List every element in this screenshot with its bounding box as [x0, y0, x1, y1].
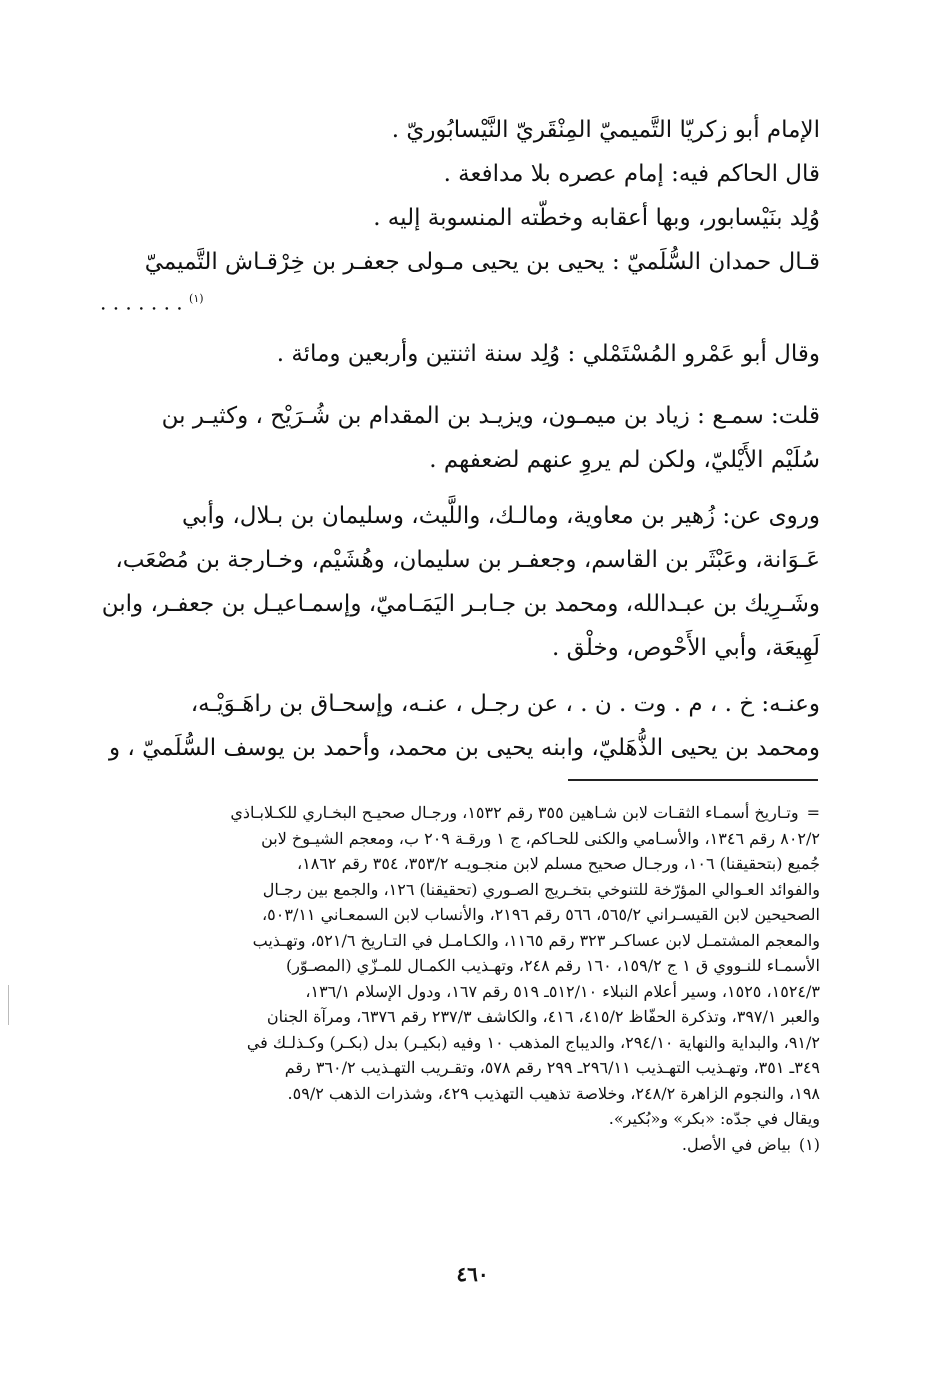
- main-line: لَهِيعَة، وأبي الأَحْوص، وخلْق .: [552, 635, 820, 661]
- scan-edge-mark: [8, 985, 9, 1025]
- ellipsis-dots: . . . . . . .: [100, 290, 183, 314]
- main-line: وُلِد بنَيْسابور، وبها أعقابه وخطّته المنسوبة إليه .: [373, 205, 820, 231]
- footnote-line: ٩١/٢، والبداية والنهاية ٢٩٤/١٠، والديباج المذهب ١٠ وفيه (بكيـر) بدل (بكـر) وكـذلـك في: [246, 1032, 820, 1052]
- footnote-text: بياض في الأصل.: [681, 1134, 791, 1154]
- footnote-ref: (١): [189, 292, 204, 305]
- footnote-line-text: وتـاريخ أسمـاء الثقـات لابن شـاهين ٣٥٥ رقم ١٥٣٢، ورجـال صحيـح البخـاري للكـلابـاذي: [230, 803, 799, 822]
- footnote-line: ٨٠٢/٢ رقم ١٣٤٦، والأسـامي والكنى للحـاكم، ج ١ ورقـة ٢٠٩ ب، ومعجم الشيـوخ لابن: [261, 828, 820, 848]
- footnote-line: جُميع (بتحقيقنا) ١٠٦، ورجـال صحيح مسلم لابن منجـويـه ٣٥٣/٢، ٣٥٤ رقم ١٨٦٢،: [296, 854, 820, 873]
- main-line: قال الحاكم فيه: إمام عصره بلا مدافعة .: [443, 161, 820, 187]
- continuation-mark: =: [806, 803, 820, 822]
- footnote-line: [98, 800, 820, 826]
- page-number: ٤٦٠: [456, 1262, 489, 1286]
- footnote-line: والعبر ٣٩٧/١، وتذكرة الحفّاظ ٤١٥/٢، ٤١٦، والكاشف ٢٣٧/٣ رقم ٦٣٧٦، ومرآة الجنان: [266, 1007, 820, 1026]
- main-line: سُلَيْم الأَيْليّ، ولكن لم يروِ عنهم لضعفهم .: [429, 447, 820, 473]
- footnote-line: والفوائد العـوالي المؤرّخة للتنوخي بتخـريج الصـوري (تحقيقنا) ١٢٦، والجمع بين رجـال: [262, 879, 820, 899]
- footnote-line: ٣٤٩ـ ٣٥١، وتهـذيب التهـذيب ٢٩٦/١١ـ ٢٩٩ رقم ٥٧٨، وتقـريب التهـذيب ٣٦٠/٢ رقم: [284, 1058, 820, 1077]
- footnote-number: (١): [798, 1134, 820, 1154]
- footnote-line: ١٥٢٤/٣، ١٥٢٥، وسير أعلام النبلاء ٥١٢/١٠ـ ٥١٩ رقم ١٦٧، ودول الإسلام ١٣٦/١،: [305, 981, 820, 1001]
- main-line: وقال أبو عَمْرو المُسْتَمْلي : وُلِد سنة اثنتين وأربعين ومائة .: [276, 341, 820, 367]
- main-line: قلت: سمـع : زياد بن ميمـون، ويزيـد بن المقدام بن شُـرَيْح ، وكثيـر بن: [161, 403, 820, 429]
- main-line: وروى عن: زُهير بن معاوية، ومالـك، واللَّيث، وسليمان بن بـلال، وأبي: [181, 503, 820, 529]
- main-line: الإمام أبو زكريّا التَّميميّ المِنْقَريّ النَّيْسابُوريّ .: [391, 117, 820, 143]
- footnote-divider: [568, 779, 818, 781]
- footnotes: [98, 800, 820, 1157]
- footnote-line: الأسمـاء للنـووي ق ١ ج ١٥٩/٢، ١٦٠ رقم ٢٤٨، وتهـذيب الكمـال للمـزّي (المصـوّر): [285, 956, 820, 975]
- main-line: وشَـرِيك بن عبـدالله، ومحمد بن جـابـر اليَمَـاميّ، وإسمـاعيـل بن جعفـر، وابن: [101, 591, 820, 617]
- footnote-line: والمعجم المشتمـل لابن عساكـر ٣٢٣ رقم ١١٦٥، والكـامـل في التـاريخ ٥٢١/٦، وتهـذيب: [252, 930, 820, 950]
- main-line: وعنـه: خ . ، م . وت . ن . ، عن رجـل ، عنـه، وإسحـاق بن راهَـوَيْـه،: [190, 691, 820, 717]
- footnote-line: ويقال في جدّه: «بكر» و«بُكير».: [608, 1109, 820, 1128]
- footnote-line: [98, 1132, 820, 1158]
- main-line: ومحمد بن يحيى الذُّهَليّ، وابنه يحيى بن محمد، وأحمد بن يوسف السُّلَميّ ، و: [108, 735, 820, 761]
- footnote-line: ١٩٨، والنجوم الزاهرة ٢٤٨/٢، وخلاصة تذهيب التهذيب ٤٢٩، وشذرات الذهب ٥٩/٢.: [287, 1083, 820, 1103]
- footnote-line: الصحيحين لابن القيسـراني ٥٦٥/٢، ٥٦٦ رقم ٢١٩٦، والأنساب لابن السمعـاني ٥٠٣/١١،: [261, 905, 820, 924]
- main-line: قـال حمدان السُّلَميّ : يحيى بن يحيى مـولى جعفـر بن خِرْقـاش التَّميميّ: [144, 249, 820, 275]
- main-text: [100, 108, 820, 770]
- dots-line: [100, 284, 820, 314]
- main-line: عَـوَانة، وعَبْثَر بن القاسم، وجعفـر بن سليمان، وهُشَيْم، وخـارجة بن مُصْعَب،: [115, 547, 820, 573]
